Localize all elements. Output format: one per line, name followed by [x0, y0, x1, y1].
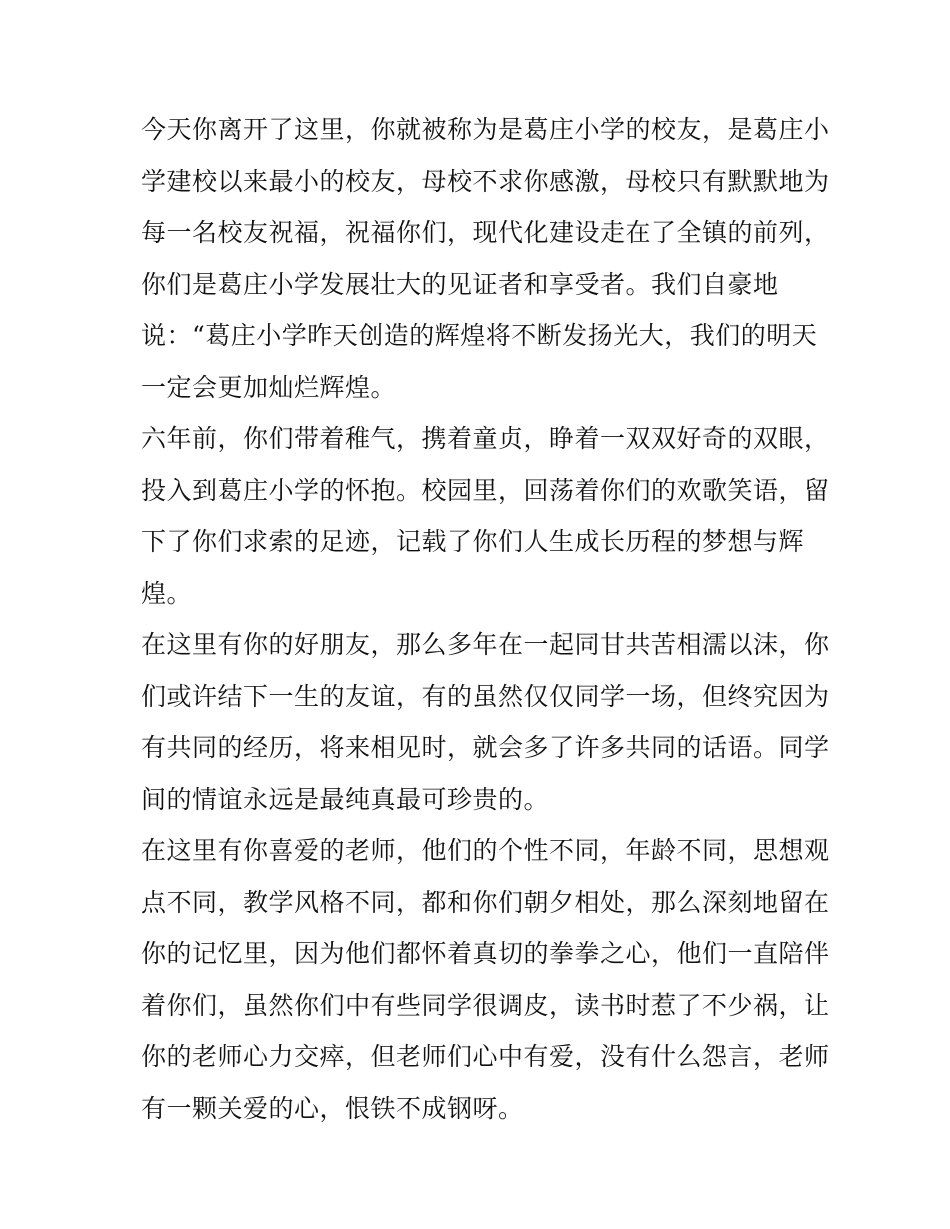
- text-line: 每一名校友祝福，祝福你们，现代化建设走在了全镇的前列，: [141, 218, 830, 247]
- text-line: 你们是葛庄小学发展壮大的见证者和享受者。我们自豪地: [141, 269, 779, 299]
- text-line: 下了你们求索的足迹，记载了你们人生成长历程的梦想与辉: [141, 527, 805, 556]
- text-line: 一定会更加灿烂辉煌。: [141, 372, 397, 402]
- paragraph-1: [141, 104, 830, 413]
- text-line: 点不同，教学风格不同，都和你们朝夕相处，那么深刻地留在: [141, 887, 830, 917]
- text-line: 间的情谊永远是最纯真最可珍贵的。: [141, 784, 550, 814]
- text-line: 在这里有你喜爱的老师，他们的个性不同，年龄不同，思想观: [141, 836, 830, 865]
- text-line: 说：“葛庄小学昨天创造的辉煌将不断发扬光大，我们的明天: [141, 321, 818, 350]
- text-line: 六年前，你们带着稚气，携着童贞，睁着一双双好奇的双眼，: [141, 424, 830, 453]
- text-line: 有共同的经历，将来相见时，就会多了许多共同的话语。同学: [141, 733, 830, 762]
- text-line: 在这里有你的好朋友，那么多年在一起同甘共苦相濡以沫，你: [141, 630, 830, 659]
- paragraph-4: [141, 825, 830, 1134]
- text-line: 有一颗关爱的心，恨铁不成钢呀。: [141, 1093, 524, 1123]
- paragraph-3: [141, 619, 830, 825]
- text-line: 投入到葛庄小学的怀抱。校园里，回荡着你们的欢歌笑语，留: [141, 475, 830, 505]
- text-line: 学建校以来最小的校友，母校不求你感激，母校只有默默地为: [141, 166, 830, 196]
- document-body: [141, 104, 830, 1134]
- paragraph-2: [141, 413, 830, 619]
- text-line: 们或许结下一生的友谊，有的虽然仅仅同学一场，但终究因为: [141, 681, 830, 711]
- text-line: 你的记忆里，因为他们都怀着真切的拳拳之心，他们一直陪伴: [141, 939, 830, 968]
- text-line: 煌。: [141, 578, 193, 608]
- text-line: 你的老师心力交瘁，但老师们心中有爱，没有什么怨言，老师: [141, 1042, 830, 1071]
- text-line: 着你们，虽然你们中有些同学很调皮，读书时惹了不少祸，让: [141, 990, 830, 1020]
- text-line: 今天你离开了这里，你就被称为是葛庄小学的校友，是葛庄小: [141, 115, 830, 144]
